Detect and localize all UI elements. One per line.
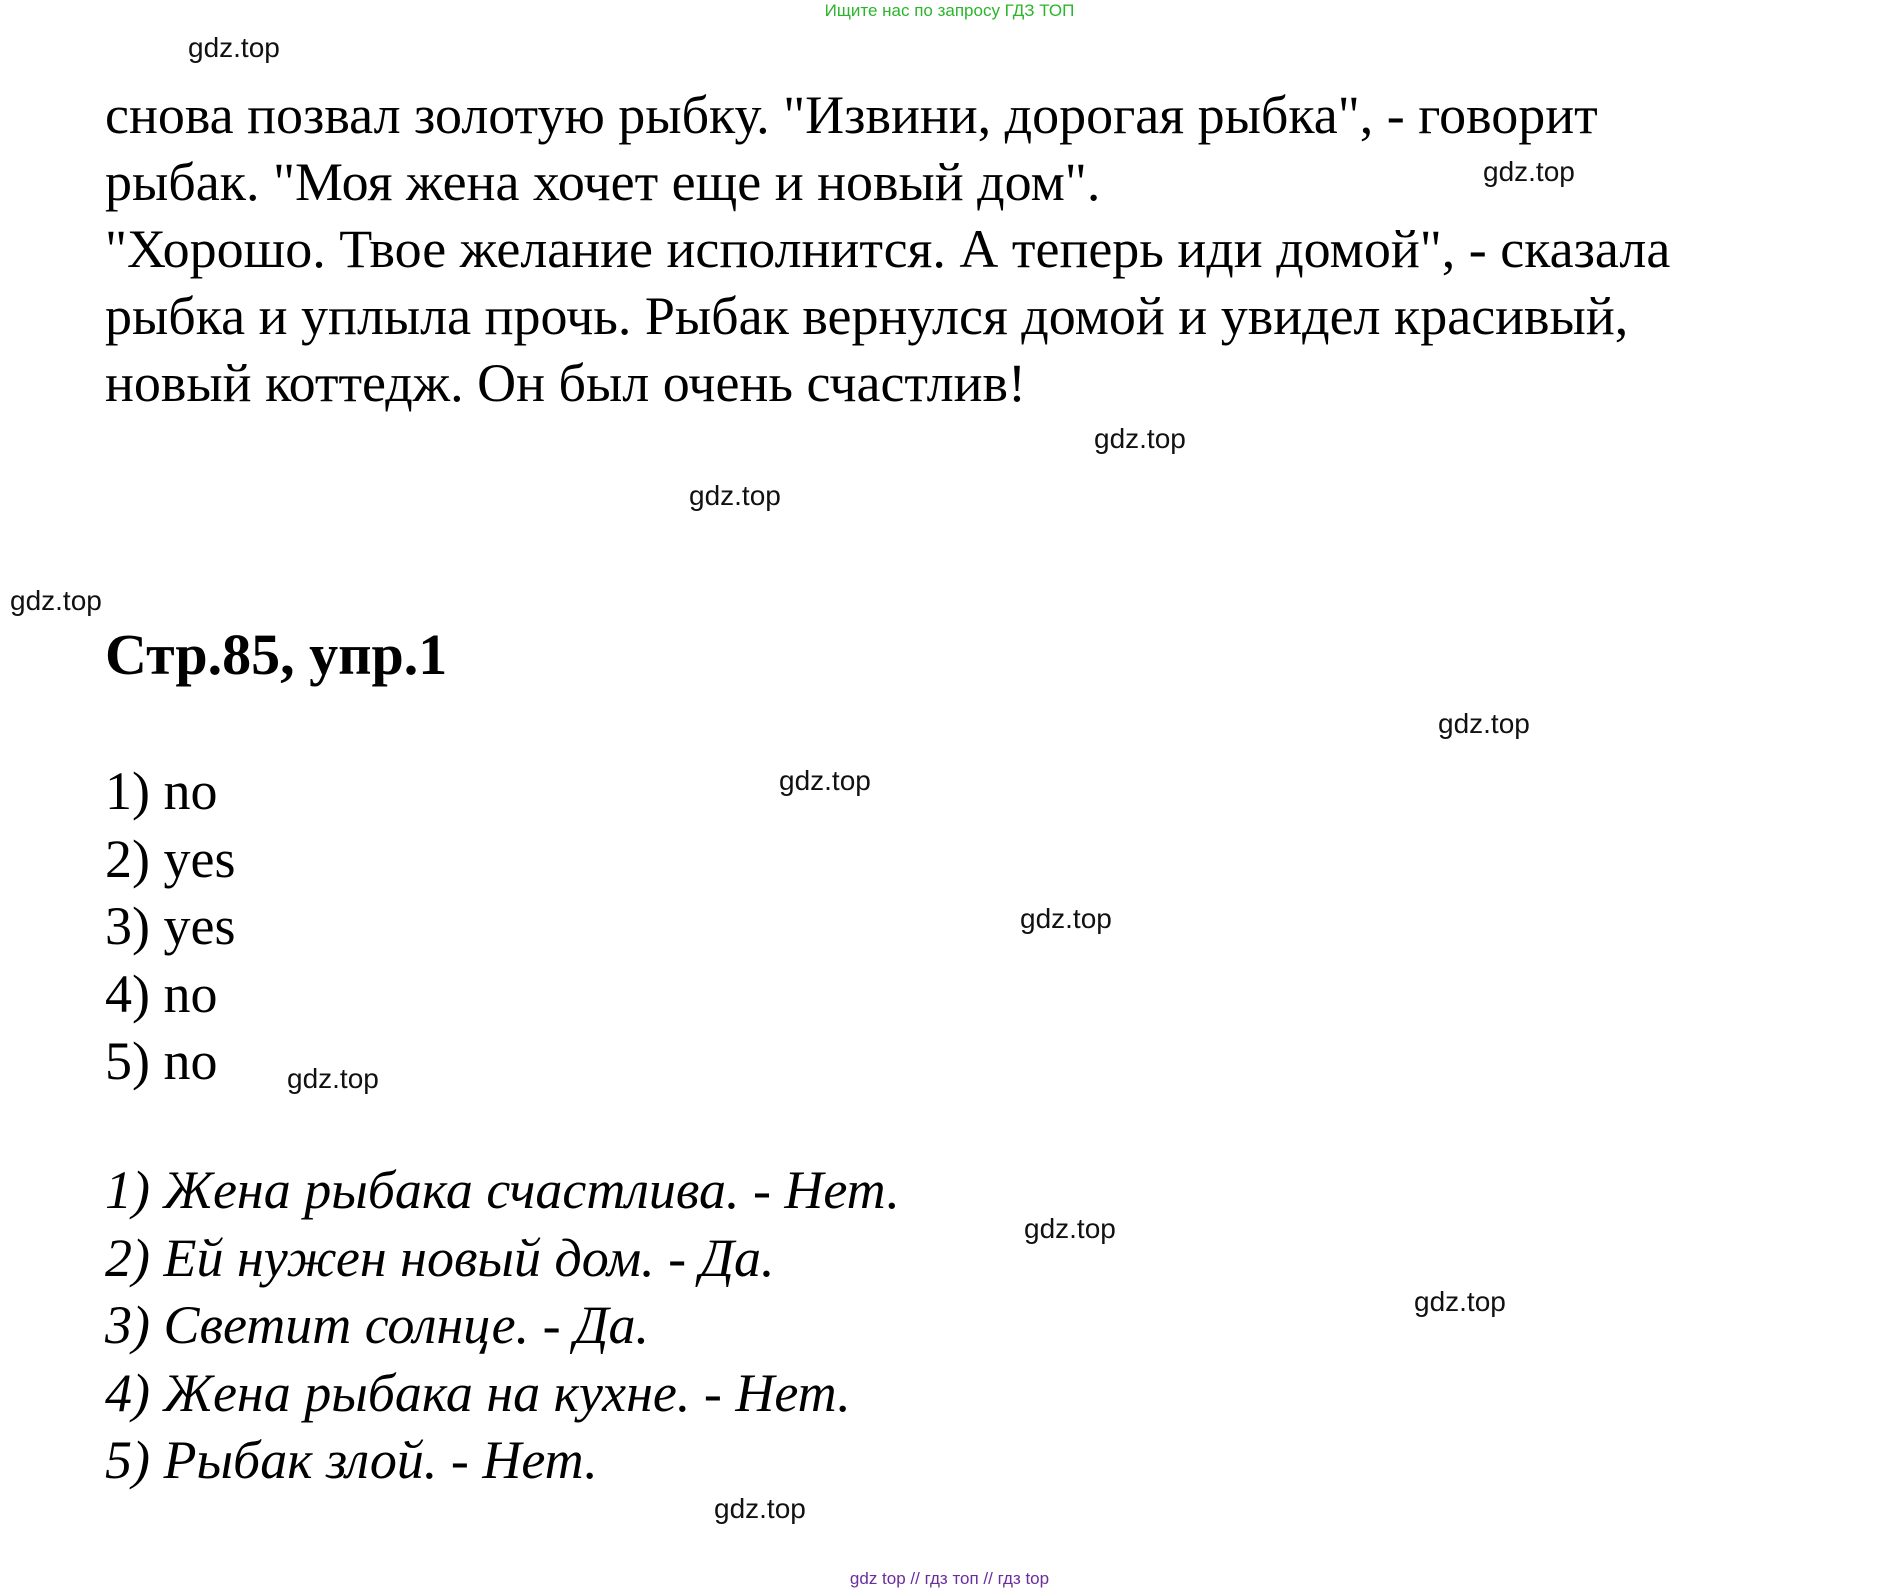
watermark: gdz.top [1024,1213,1116,1244]
watermark: gdz.top [1438,708,1530,739]
watermark: gdz.top [714,1493,806,1524]
translation-list [105,1157,900,1495]
exercise-heading: Стр.85, упр.1 [105,622,448,687]
story-line: снова позвал золотую рыбку. "Извини, дорогая рыбка", - говорит [105,85,1598,145]
watermark: gdz.top [287,1063,379,1094]
watermark: gdz.top [689,480,781,511]
answer-item: 3) yes [105,896,236,956]
story-line: рыбак. "Моя жена хочет еще и новый дом". [105,152,1101,212]
translation-item: 2) Ей нужен новый дом. - Да. [105,1227,775,1288]
watermark: gdz.top [1020,903,1112,934]
story-text [105,82,1865,417]
story-line: рыбка и уплыла прочь. Рыбак вернулся домой и увидел красивый, [105,286,1629,346]
translation-item: 1) Жена рыбака счастлива. - Нет. [105,1160,900,1220]
translation-item: 3) Светит солнце. - Да. [105,1295,649,1355]
translation-item: 5) Рыбак злой. - Нет. [105,1430,598,1490]
watermark: gdz.top [188,32,280,63]
watermark: gdz.top [1094,423,1186,454]
search-banner: Ищите нас по запросу ГДЗ ТОП [824,1,1075,20]
story-line: новый коттедж. Он был очень счастлив! [105,353,1027,413]
answer-item: 2) yes [105,828,236,889]
watermark: gdz.top [10,585,102,616]
footer-links: gdz top // гдз топ // гдз top [849,1569,1050,1588]
answer-item: 1) no [105,761,218,821]
story-line: "Хорошо. Твое желание исполнится. А теперь иди домой", - сказала [105,219,1671,279]
answer-item: 5) no [105,1031,218,1091]
answer-item: 4) no [105,963,218,1024]
watermark: gdz.top [1414,1286,1506,1317]
translation-item: 4) Жена рыбака на кухне. - Нет. [105,1362,851,1423]
watermark: gdz.top [1483,156,1575,187]
watermark: gdz.top [779,765,871,796]
answer-list [105,758,235,1096]
